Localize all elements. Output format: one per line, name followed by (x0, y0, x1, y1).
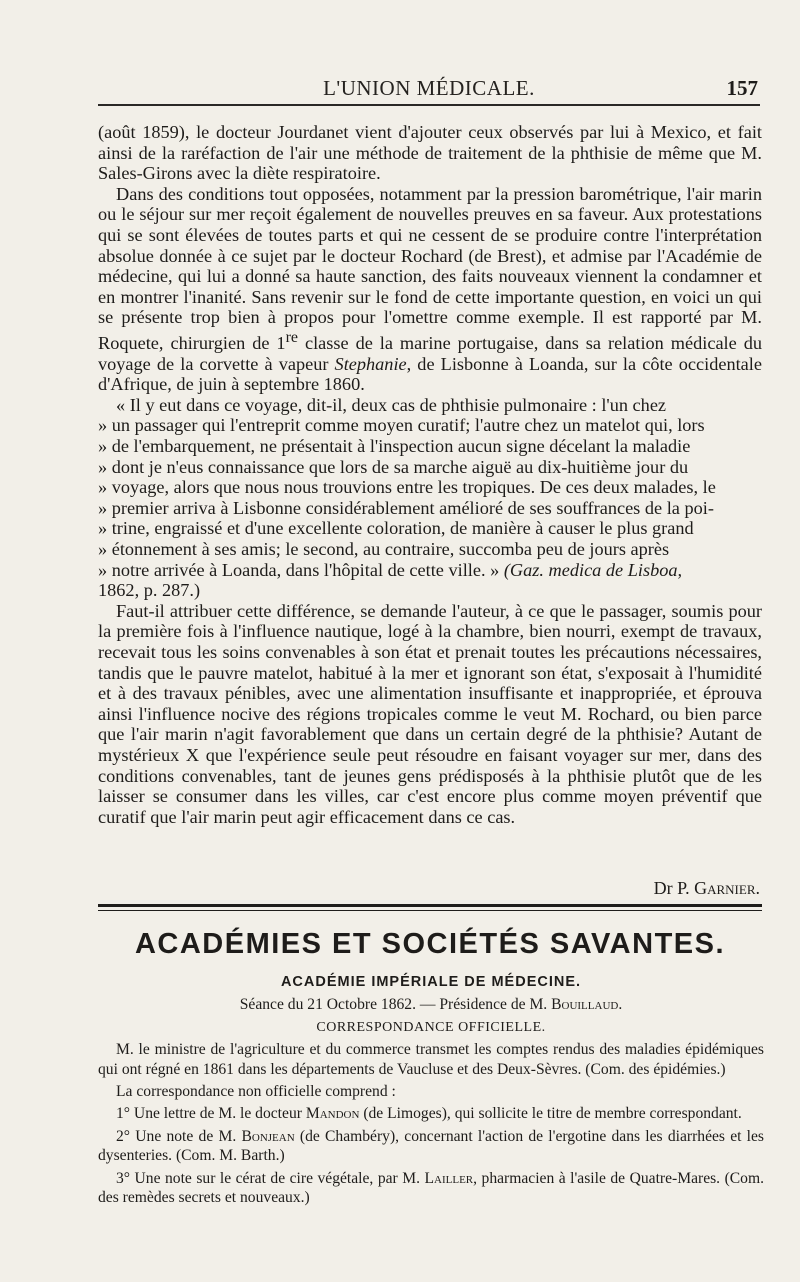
item-2-name: Bonjean (241, 1127, 295, 1145)
item-2-rest: (de Chambéry), concernant l'action de l'ergotine dans les diarrhées et les dysenteries. (Com. M. Barth.) (98, 1127, 764, 1165)
paragraph-2-text: Dans des conditions tout opposées, notamment par la pression barométrique, l'air marin ou le séjour sur mer reçoit également de nouvelles preuves en sa faveur. Aux protestations qui se sont élevées de toutes parts et qui ne cessent de se produire contre l'interprétation absolue donnée à ce sujet par le docteur Rochard (de Brest), et admise par l'Académie de médecine, qui lui a donné sa haute sanction, des faits nouveaux viennent la condamner et en montrer l'inanité. Sans revenir sur le fond de cette importante question, en voici un qui se présente trop bien à propos pour l'omettre comme exemple. Il est rapporté par M. Roquete, chirurgien de 1 (98, 183, 762, 354)
quote-line: » trine, engraissé et d'une excellente coloration, de manière à causer le plus grand (98, 518, 694, 539)
item-1-text: 1° Une lettre de M. le docteur (116, 1105, 306, 1123)
author-signature (98, 878, 760, 899)
ordinal-superscript: re (285, 328, 298, 346)
paragraph-2-middle: classe de la marine portugaise, dans sa relation médicale du voyage de la corvette à vapeur (98, 333, 762, 374)
quote-source-year: 1862, p. 287.) (98, 580, 201, 601)
signature-prefix: Dr P. (653, 878, 695, 898)
quote-line: » un passager qui l'entreprit comme moyen curatif; l'autre chez un matelot qui, lors (98, 415, 705, 436)
ship-name: Stephanie (334, 353, 407, 374)
president-name: Bouillaud. (551, 996, 623, 1014)
item-2-text: 2° Une note de M. (116, 1127, 242, 1145)
quote-line: » dont je n'eus connaissance que lors de sa marche aiguë au dix-huitième jour du (98, 456, 689, 477)
paragraph-2-end: , de Lisbonne à Loanda, sur la côte occidentale d'Afrique, de juin à septembre 1860. (98, 353, 762, 395)
quote-line-last (98, 560, 762, 581)
quote-line: « Il y eut dans ce voyage, dit-il, deux cas de phthisie pulmonaire : l'un chez (116, 394, 667, 415)
correspondence-item-2 (98, 1127, 764, 1166)
session-text: Séance du 21 Octobre 1862. — Présidence de M. (239, 996, 552, 1014)
journal-title: L'UNION MÉDICALE. (323, 76, 535, 100)
section-title: ACADÉMIES ET SOCIÉTÉS SAVANTES. (134, 928, 726, 960)
academy-report (98, 973, 764, 1207)
item-3-name: Lailler (424, 1169, 474, 1187)
signature-name: Garnier. (694, 878, 760, 898)
session-line (98, 995, 764, 1014)
quote-source: (Gaz. medica de Lisboa, (503, 559, 683, 580)
section-divider-thick (98, 904, 762, 907)
item-1-rest: (de Limoges), qui sollicite le titre de membre correspondant. (359, 1105, 742, 1123)
paragraph-3: Faut-il attribuer cette différence, se demande l'auteur, à ce que le passager, soumis pour la première fois à l'influence nautique, logé à la chambre, bien nourri, exempt de travaux, recevait tous les soins convenables à son état et prenait toutes les précautions nécessaires, tandis que le pauvre matelot, habitué à la mer et ignorant son état, s'exposait à l'humidité et à des travaux pénibles, avec une alimentation insuffisante et inappropriée, et éprouva ainsi l'influence nocive des régions tropicales comme le veut M. Rochard, ou bien parce que l'air marin n'agit favorablement que dans un certain degré de la phthisie? Autant de mystérieux X que l'expérience seule peut résoudre en faisant voyager sur mer, dans des conditions convenables, tant de jeunes gens prédisposés à la phthisie plutôt que de les laisser se consumer dans les villes, car c'est encore plus comme moyen préventif que curatif que l'air marin peut agir efficacement dans ce cas. (98, 600, 762, 827)
article-body (98, 122, 762, 827)
quote-line: » voyage, alors que nous nous trouvions entre les tropiques. De ces deux malades, le (98, 477, 716, 498)
paragraph-2 (98, 184, 762, 395)
correspondence-item-1 (98, 1104, 764, 1123)
correspondence-item-3 (98, 1169, 764, 1208)
paragraph-1: (août 1859), le docteur Jourdanet vient d'ajouter ceux observés par lui à Mexico, et fait ainsi de la raréfaction de l'air une méthode de traitement de la phthisie de même que M. Sales-Girons avec la diète respiratoire. (98, 122, 762, 184)
nonofficial-intro: La correspondance non officielle comprend : (116, 1083, 396, 1101)
quotation (98, 395, 762, 416)
quote-line: » premier arriva à Lisbonne considérablement amélioré de ses souffrances de la poi- (98, 497, 714, 518)
running-header (98, 76, 760, 106)
item-3-text: 3° Une note sur le cérat de cire végétale, par M. (116, 1169, 425, 1187)
page-number: 157 (726, 76, 758, 100)
official-correspondence: M. le ministre de l'agriculture et du commerce transmet les comptes rendus des maladies épidémiques qui ont régné en 1861 dans les départements de Vaucluse et des Deux-Sèvres. (Com. des épidémies.) (98, 1041, 764, 1078)
item-1-name: Mandon (305, 1105, 360, 1123)
correspondence-heading: CORRESPONDANCE OFFICIELLE. (316, 1019, 546, 1035)
section-divider-thin (98, 910, 762, 911)
quote-last-text: » notre arrivée à Loanda, dans l'hôpital de cette ville. » (98, 559, 504, 580)
quote-line: » étonnement à ses amis; le second, au contraire, succomba peu de jours après (98, 538, 670, 559)
item-3-rest: , pharmacien à l'asile de Quatre-Mares. (Com. des remèdes secrets et nouveaux.) (98, 1169, 764, 1207)
academy-heading: ACADÉMIE IMPÉRIALE DE MÉDECINE. (280, 974, 582, 990)
quote-line: » de l'embarquement, ne présentait à l'inspection aucun signe décelant la maladie (98, 436, 691, 456)
